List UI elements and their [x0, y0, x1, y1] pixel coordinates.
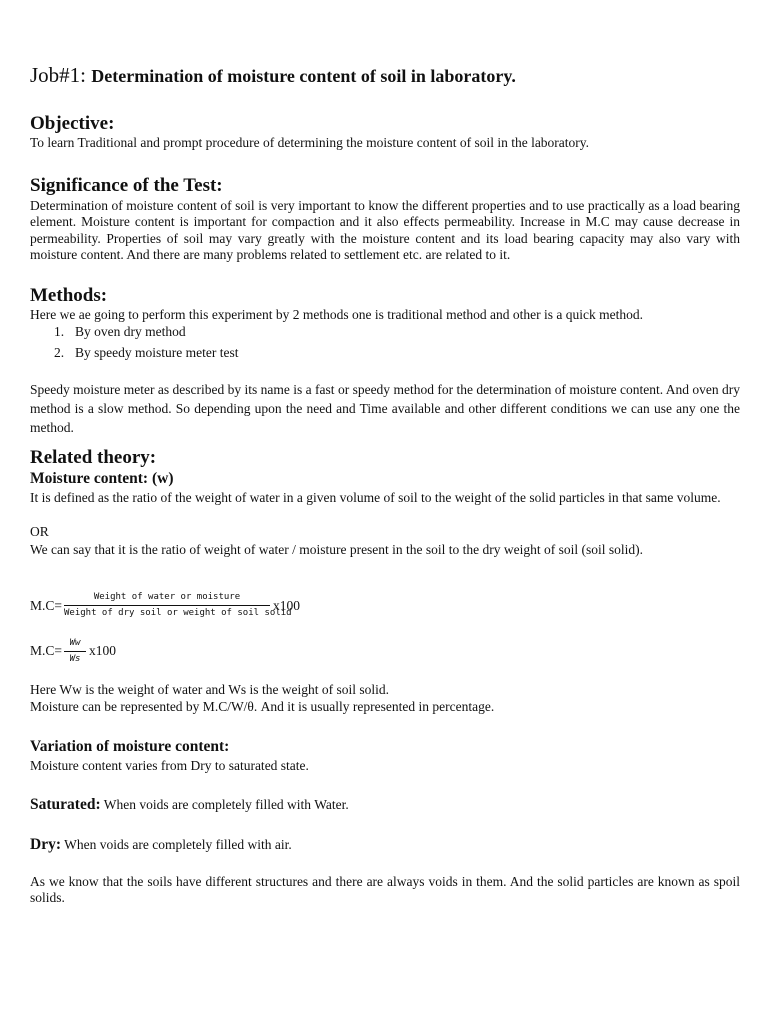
formula1-numerator: Weight of water or moisture	[93, 592, 241, 602]
fraction-bar	[64, 605, 270, 606]
saturated-label: Saturated:	[30, 796, 101, 813]
formula2-denominator: Ws	[69, 654, 81, 664]
title-text: Determination of moisture content of soil in laboratory.	[91, 66, 516, 86]
formula2-fraction	[64, 638, 86, 665]
dry-text: When voids are completely filled with air.	[64, 837, 292, 852]
formula2-lhs: M.C=	[30, 643, 62, 658]
fraction-bar	[64, 651, 86, 652]
theory-explain1: Here Ww is the weight of water and Ws is the weight of soil solid.	[30, 682, 390, 697]
list-item: 1. By oven dry method	[54, 324, 186, 339]
list-item: 2. By speedy moisture meter test	[54, 345, 239, 360]
methods-intro: Here we ae going to perform this experiment by 2 methods one is traditional method and other is a quick method.	[30, 307, 643, 322]
page-title	[30, 63, 516, 88]
saturated-line	[30, 796, 349, 814]
dry-label: Dry:	[30, 836, 61, 853]
significance-text: Determination of moisture content of soil is very important to know the different properties and to use practically as a load bearing element. Moisture content is important for compaction and it also effects permeability. Increase in M.C may cause decrease in permeability. Properties of soil may vary greatly with the moisture content and its load bearing capacity may also vary with moisture content. And there are many problems related to settlement etc. are related to it.	[30, 198, 740, 262]
methods-paragraph: Speedy moisture meter as described by its name is a fast or speedy method for the determination of moisture content. And oven dry method is a slow method. So depending upon the need and Time available and other different conditions we can use any one the method.	[30, 382, 740, 435]
variation-closing: As we know that the soils have different structures and there are always voids in them. And the solid particles are known as spoil solids.	[30, 874, 740, 906]
formula2-numerator: Ww	[69, 638, 81, 648]
formula1-rhs: x100	[273, 598, 300, 613]
title-prefix: Job#1:	[30, 63, 87, 87]
significance-heading: Significance of the Test:	[30, 175, 223, 196]
theory-definition: It is defined as the ratio of the weight of water in a given volume of soil to the weight of the solid particles in that same volume.	[30, 490, 721, 505]
variation-heading: Variation of moisture content:	[30, 738, 230, 755]
dry-line	[30, 836, 292, 854]
saturated-text: When voids are completely filled with Water.	[103, 797, 349, 812]
formula1-denominator: Weight of dry soil or weight of soil solid	[64, 608, 292, 618]
theory-subheading: Moisture content: (w)	[30, 470, 174, 487]
formula1-lhs: M.C=	[30, 598, 62, 613]
theory-or: OR	[30, 524, 49, 539]
variation-text: Moisture content varies from Dry to saturated state.	[30, 758, 309, 773]
formula2-rhs: x100	[89, 643, 116, 658]
theory-heading: Related theory:	[30, 447, 157, 468]
objective-heading: Objective:	[30, 113, 115, 134]
theory-alt: We can say that it is the ratio of weight of water / moisture present in the soil to the dry weight of soil (soil solid).	[30, 542, 644, 557]
theory-explain2: Moisture can be represented by M.C/W/θ. And it is usually represented in percentage.	[30, 699, 495, 714]
methods-heading: Methods:	[30, 285, 108, 306]
objective-text: To learn Traditional and prompt procedure of determining the moisture content of soil in the laboratory.	[30, 135, 590, 150]
